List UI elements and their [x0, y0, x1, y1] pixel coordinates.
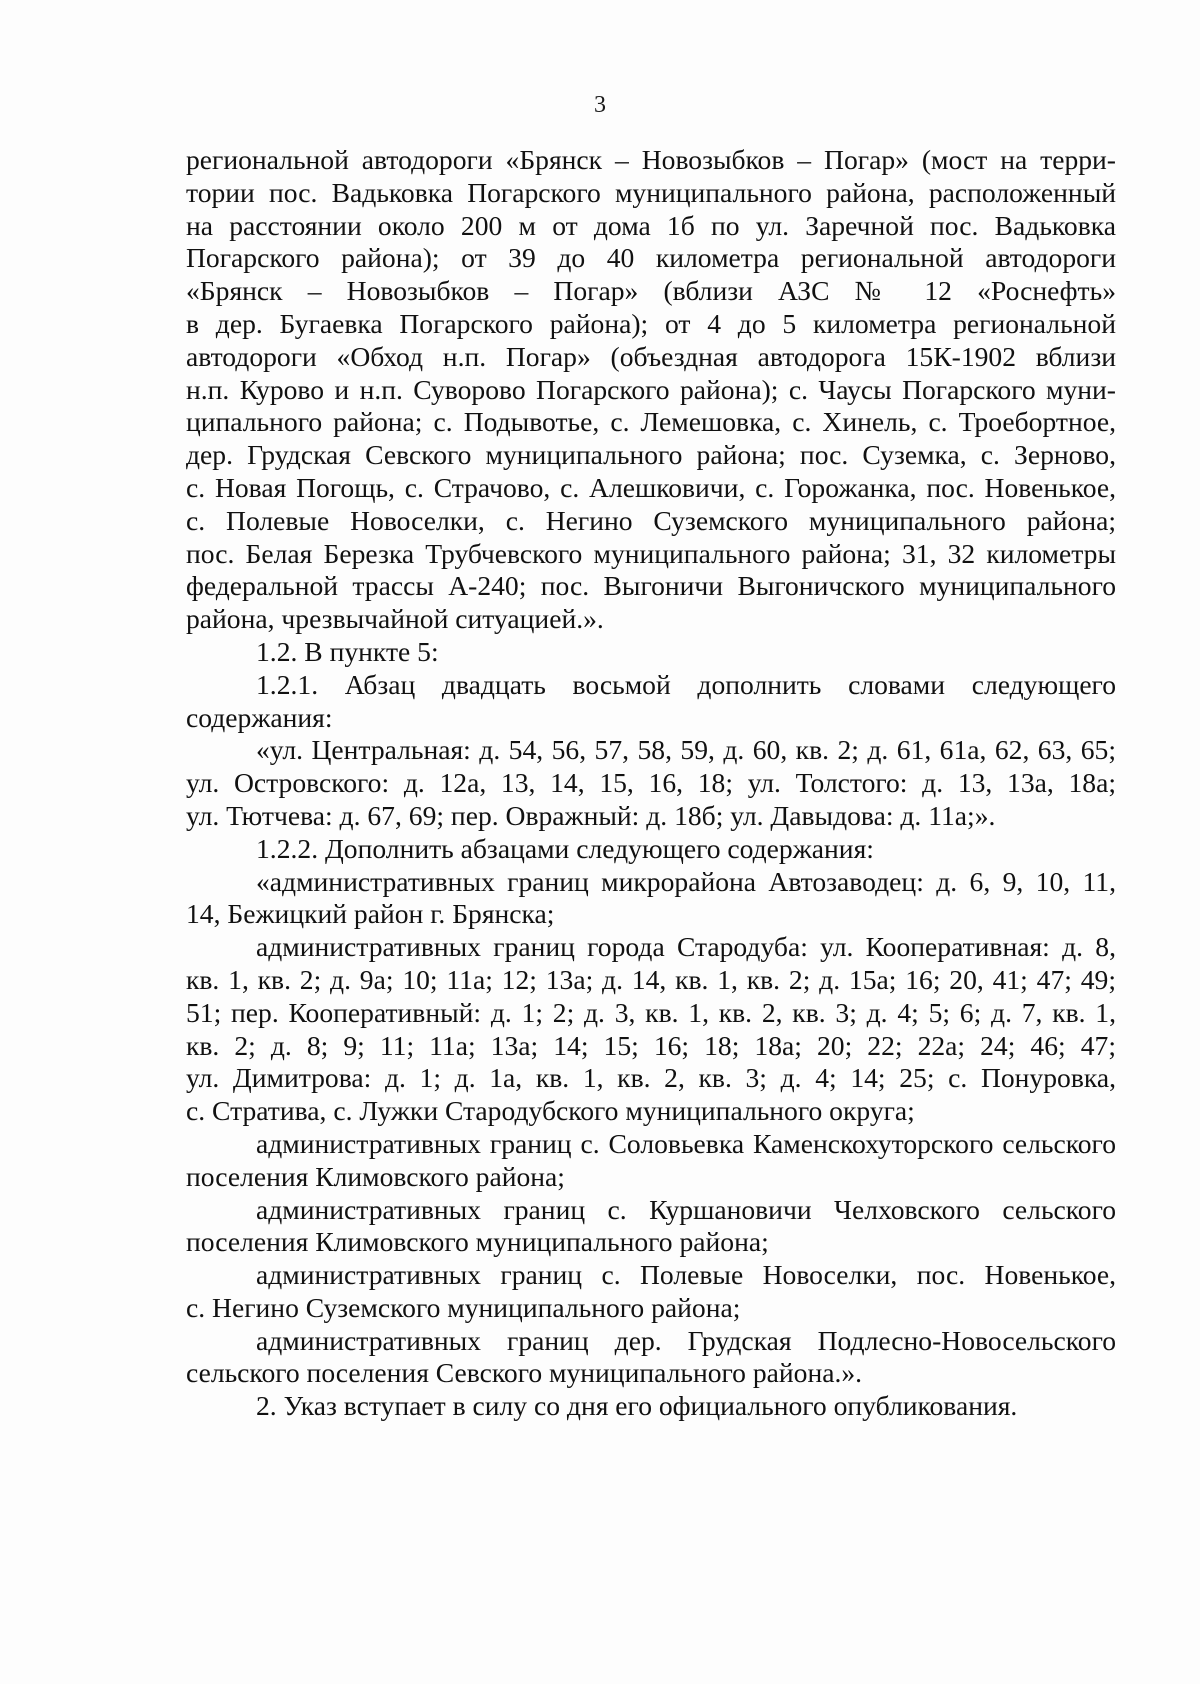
text-line: административных границ с. Полевые Новоселки, пос. Новенькое,	[256, 1259, 1116, 1291]
paragraph	[186, 144, 1116, 636]
text-line: кв. 1, кв. 2; д. 9а; 10; 11а; 12; 13а; д. 14, кв. 1, кв. 2; д. 15а; 16; 20, 41; 47; 49;	[186, 963, 1116, 995]
paragraph	[186, 931, 1116, 1128]
text-line: ул. Тютчева: д. 67, 69; пер. Овражный: д. 18б; ул. Давыдова: д. 11а;».	[186, 799, 996, 831]
text-line: административных границ дер. Грудская Подлесно-Новосельского	[256, 1324, 1116, 1356]
text-line: с. Негино Суземского муниципального района;	[186, 1291, 741, 1323]
text-line: ципального района; с. Подывотье, с. Лемешовка, с. Хинель, с. Троебортное,	[186, 406, 1116, 438]
paragraph	[186, 669, 1116, 735]
paragraph	[186, 1325, 1116, 1391]
paragraph	[186, 1194, 1116, 1260]
text-line: 14, Бежицкий район г. Брянска;	[186, 898, 555, 930]
text-line: 1.2. В пункте 5:	[256, 635, 439, 667]
paragraph	[186, 1390, 1116, 1423]
text-line: «Брянск – Новозыбков – Погар» (вблизи АЗС № 12 «Роснефть»	[186, 275, 1116, 307]
text-line: ул. Димитрова: д. 1; д. 1а, кв. 1, кв. 2, кв. 3; д. 4; 14; 25; с. Понуровка,	[186, 1062, 1116, 1094]
text-line: административных границ с. Соловьевка Каменскохуторского сельского	[256, 1127, 1116, 1159]
text-line: н.п. Курово и н.п. Суворово Погарского района); с. Чаусы Погарского муни-	[186, 373, 1116, 405]
text-line: административных границ города Стародуба: ул. Кооперативная: д. 8,	[256, 931, 1116, 963]
text-line: «административных границ микрорайона Автозаводец: д. 6, 9, 10, 11,	[256, 865, 1116, 897]
text-line: содержания:	[186, 701, 333, 733]
paragraph	[186, 734, 1116, 832]
paragraph	[186, 1259, 1116, 1325]
text-line: пос. Белая Березка Трубчевского муниципального района; 31, 32 километры	[186, 537, 1116, 569]
text-line: ул. Островского: д. 12а, 13, 14, 15, 16, 18; ул. Толстого: д. 13, 13а, 18а;	[186, 767, 1116, 799]
text-line: поселения Климовского района;	[186, 1160, 565, 1192]
text-line: с. Новая Погощь, с. Страчово, с. Алешковичи, с. Горожанка, пос. Новенькое,	[186, 471, 1116, 503]
text-line: Погарского района); от 39 до 40 километра региональной автодороги	[186, 242, 1116, 274]
paragraph	[186, 866, 1116, 932]
text-line: региональной автодороги «Брянск – Новозыбков – Погар» (мост на терри-	[186, 144, 1116, 175]
page-number: 3	[594, 92, 606, 118]
text-line: сельского поселения Севского муниципального района.».	[186, 1357, 863, 1389]
text-line: федеральной трассы А-240; пос. Выгоничи Выгоничского муниципального	[186, 570, 1116, 602]
paragraph	[186, 1128, 1116, 1194]
document-body	[186, 144, 1116, 1423]
text-line: 2. Указ вступает в силу со дня его официального опубликования.	[256, 1390, 1018, 1422]
text-line: с. Полевые Новоселки, с. Негино Суземского муниципального района;	[186, 504, 1116, 536]
text-line: в дер. Бугаевка Погарского района); от 4 до 5 километра региональной	[186, 307, 1116, 339]
text-line: района, чрезвычайной ситуацией.».	[186, 603, 604, 635]
text-line: «ул. Центральная: д. 54, 56, 57, 58, 59, д. 60, кв. 2; д. 61, 61а, 62, 63, 65;	[256, 734, 1116, 766]
text-line: автодороги «Обход н.п. Погар» (объездная автодорога 15К-1902 вблизи	[186, 340, 1116, 372]
text-line: 1.2.1. Абзац двадцать восьмой дополнить словами следующего	[256, 668, 1116, 700]
text-line: 51; пер. Кооперативный: д. 1; 2; д. 3, кв. 1, кв. 2, кв. 3; д. 4; 5; 6; д. 7, кв. 1,	[186, 996, 1116, 1028]
paragraph	[186, 833, 1116, 866]
text-line: тории пос. Вадьковка Погарского муниципального района, расположенный	[186, 176, 1116, 208]
text-line: административных границ с. Куршановичи Челховского сельского	[256, 1193, 1116, 1225]
text-line: дер. Грудская Севского муниципального района; пос. Суземка, с. Зерново,	[186, 439, 1116, 471]
text-line: 1.2.2. Дополнить абзацами следующего содержания:	[256, 832, 874, 864]
text-line: на расстоянии около 200 м от дома 1б по ул. Заречной пос. Вадьковка	[186, 209, 1116, 241]
text-line: с. Стратива, с. Лужки Стародубского муниципального округа;	[186, 1095, 915, 1127]
text-line: поселения Климовского муниципального района;	[186, 1226, 769, 1258]
text-line: кв. 2; д. 8; 9; 11; 11а; 13а; 14; 15; 16; 18; 18а; 20; 22; 22а; 24; 46; 47;	[186, 1029, 1116, 1061]
paragraph	[186, 636, 1116, 669]
